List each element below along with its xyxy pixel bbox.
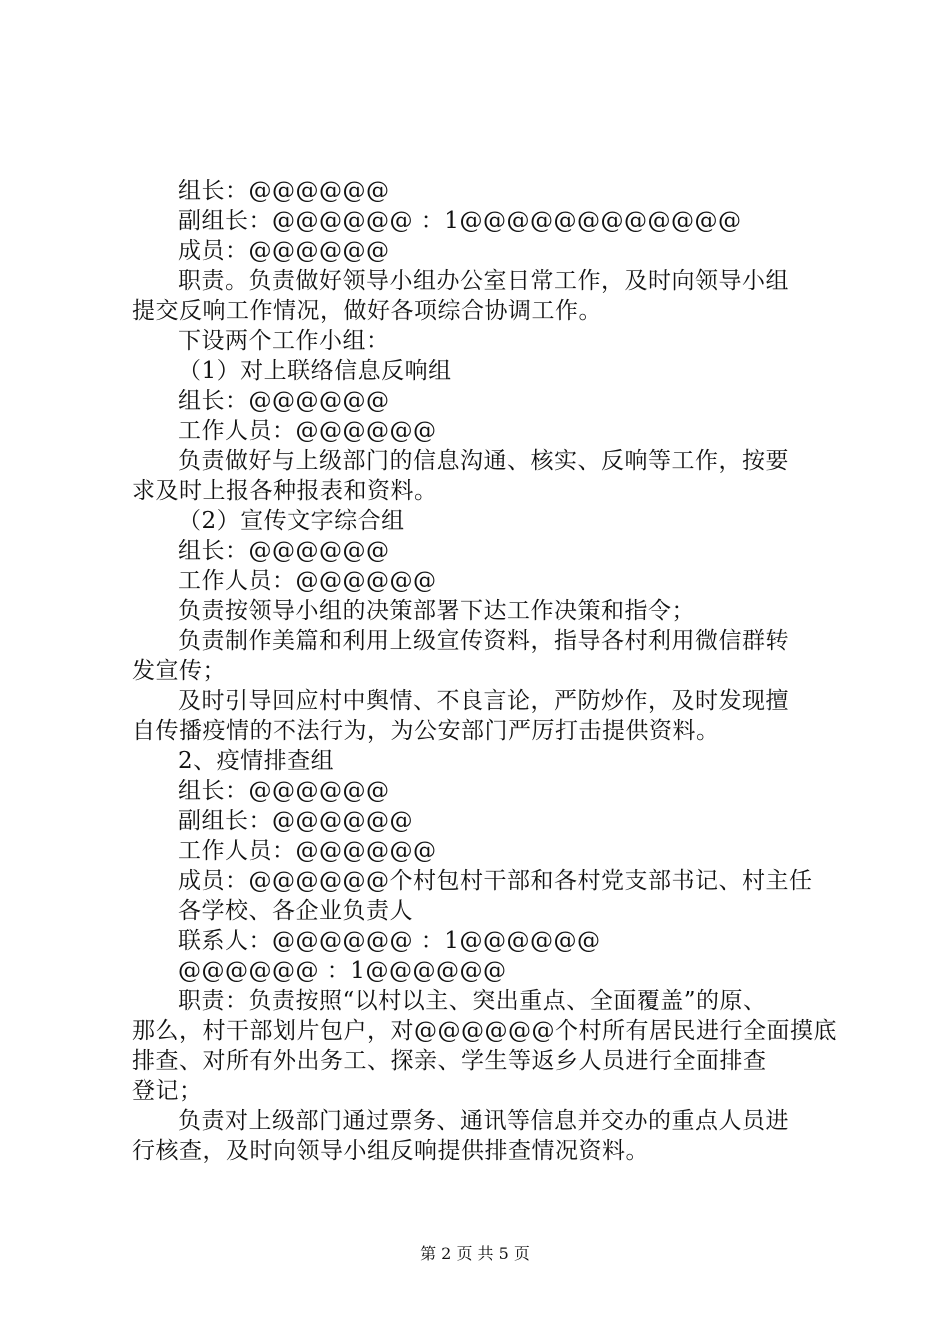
text-line: 联系人：@@@@@@ ：1@@@@@@ <box>178 928 601 954</box>
text-line: 发宣传； <box>132 658 226 684</box>
text-line: 副组长：@@@@@@ ：1@@@@@@@@@@@@ <box>178 208 742 234</box>
text-line: 副组长：@@@@@@ <box>178 808 413 834</box>
text-line: （2）宣传文字综合组 <box>178 508 405 534</box>
text-line: 职责：负责按照“以村以主、突出重点、全面覆盖”的原、 <box>178 988 767 1014</box>
text-line: 自传播疫情的不法行为，为公安部门严厉打击提供资料。 <box>132 718 720 744</box>
text-line: 那么，村干部划片包户，对@@@@@@个村所有居民进行全面摸底 <box>132 1018 837 1044</box>
text-line: 2、疫情排查组 <box>178 748 335 774</box>
text-line: 登记； <box>132 1078 203 1104</box>
text-line: 负责按领导小组的决策部署下达工作决策和指令； <box>178 598 695 624</box>
text-line: 组长：@@@@@@ <box>178 388 390 414</box>
text-line: 组长：@@@@@@ <box>178 538 390 564</box>
text-line: 成员：@@@@@@个村包村干部和各村党支部书记、村主任 <box>178 868 813 894</box>
text-line: 排查、对所有外出务工、探亲、学生等返乡人员进行全面排查 <box>132 1048 767 1074</box>
text-line: 职责。负责做好领导小组办公室日常工作，及时向领导小组 <box>178 268 789 294</box>
text-line: 求及时上报各种报表和资料。 <box>132 478 438 504</box>
text-line: 工作人员：@@@@@@ <box>178 838 437 864</box>
text-line: @@@@@@ ：1@@@@@@ <box>178 958 507 984</box>
document-body <box>132 176 840 1166</box>
text-line: 负责对上级部门通过票务、通讯等信息并交办的重点人员进 <box>178 1108 789 1134</box>
page-footer: 第 2 页 共 5 页 <box>420 1244 530 1263</box>
text-line: 负责做好与上级部门的信息沟通、核实、反响等工作，按要 <box>178 448 789 474</box>
text-line: 组长：@@@@@@ <box>178 778 390 804</box>
text-line: 及时引导回应村中舆情、不良言论，严防炒作，及时发现擅 <box>178 688 789 714</box>
text-line: 行核查，及时向领导小组反响提供排查情况资料。 <box>132 1138 649 1164</box>
text-line: （1）对上联络信息反响组 <box>178 358 452 384</box>
text-line: 负责制作美篇和利用上级宣传资料，指导各村利用微信群转 <box>178 628 789 654</box>
text-line: 组长：@@@@@@ <box>178 178 390 204</box>
text-line: 各学校、各企业负责人 <box>178 898 413 924</box>
text-line: 提交反响工作情况，做好各项综合协调工作。 <box>132 298 602 324</box>
text-line: 成员：@@@@@@ <box>178 238 390 264</box>
text-line: 工作人员：@@@@@@ <box>178 418 437 444</box>
text-line: 工作人员：@@@@@@ <box>178 568 437 594</box>
text-line: 下设两个工作小组： <box>178 328 390 354</box>
